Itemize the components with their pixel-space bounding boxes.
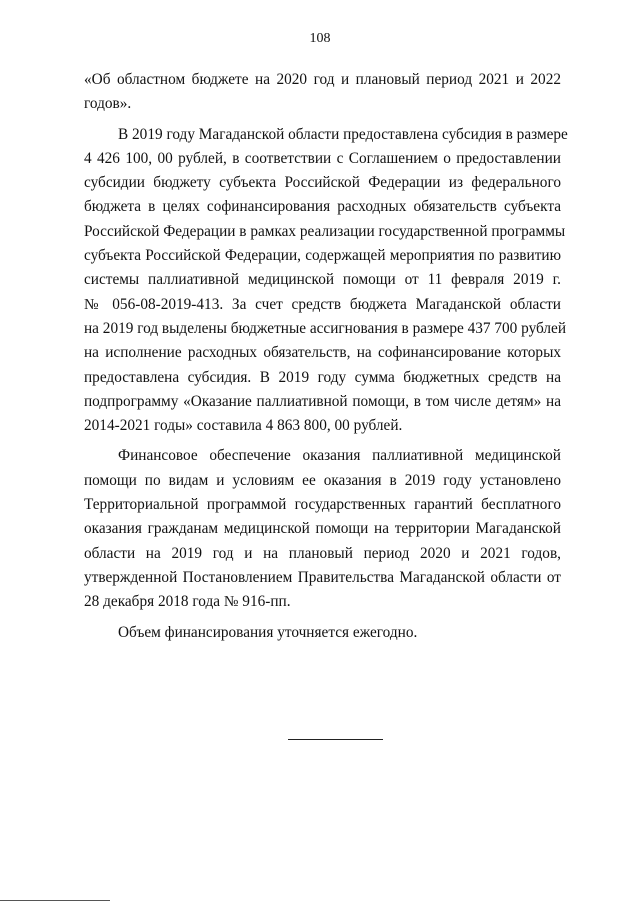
text-line: субъекта Российской Федерации, содержащей мероприятия по развитию (84, 247, 561, 265)
text-line: оказания гражданам медицинской помощи на территории Магаданской (84, 520, 561, 538)
document-body (84, 68, 568, 645)
text-line: 2014-2021 годы» составила 4 863 800, 00 рублей. (84, 417, 403, 435)
paragraph-law-title (84, 68, 561, 117)
text-line: на исполнение расходных обязательств, на софинансирование которых (84, 344, 561, 362)
text-line: области на 2019 год и на плановый период 2020 и 2021 годов, (84, 544, 561, 562)
section-divider (288, 739, 383, 740)
text-line: 28 декабря 2018 года № 916-пп. (84, 593, 291, 611)
text-line: подпрограмму «Оказание паллиативной помощи, в том числе детям» на (84, 392, 561, 410)
text-line: Территориальной программой государственных гарантий бесплатного (84, 496, 561, 514)
paragraph-financing (84, 444, 561, 614)
text-line: системы паллиативной медицинской помощи от 11 февраля 2019 г. (84, 271, 561, 289)
text-line: Объем финансирования уточняется ежегодно. (118, 623, 418, 641)
text-line: «Об областном бюджете на 2020 год и плановый период 2021 и 2022 (84, 71, 561, 88)
text-line: 4 426 100, 00 рублей, в соответствии с Соглашением о предоставлении (84, 149, 561, 167)
page-number: 108 (309, 31, 331, 46)
paragraph-annual-note (84, 621, 561, 645)
text-line: Российской Федерации в рамках реализации государственной программы (84, 222, 566, 240)
paragraph-subsidy (84, 123, 568, 439)
text-line: бюджета в целях софинансирования расходных обязательств субъекта (84, 198, 561, 216)
text-line: Финансовое обеспечение оказания паллиативной медицинской (118, 447, 561, 465)
text-line: утвержденной Постановлением Правительства Магаданской области от (84, 568, 561, 586)
text-line: В 2019 году Магаданской области предоставлена субсидия в размере (118, 125, 568, 143)
text-line: помощи по видам и условиям ее оказания в 2019 году установлено (84, 471, 561, 489)
text-line: субсидии бюджету субъекта Российской Федерации из федерального (84, 174, 561, 192)
text-line: на 2019 год выделены бюджетные ассигнования в размере 437 700 рублей (84, 319, 567, 337)
text-line: № 056-08-2019-413. За счет средств бюджета Магаданской области (84, 295, 561, 313)
text-line: предоставлена субсидия. В 2019 году сумма бюджетных средств на (84, 368, 561, 386)
text-line: годов». (84, 95, 132, 113)
page-bottom-rule (0, 900, 110, 901)
